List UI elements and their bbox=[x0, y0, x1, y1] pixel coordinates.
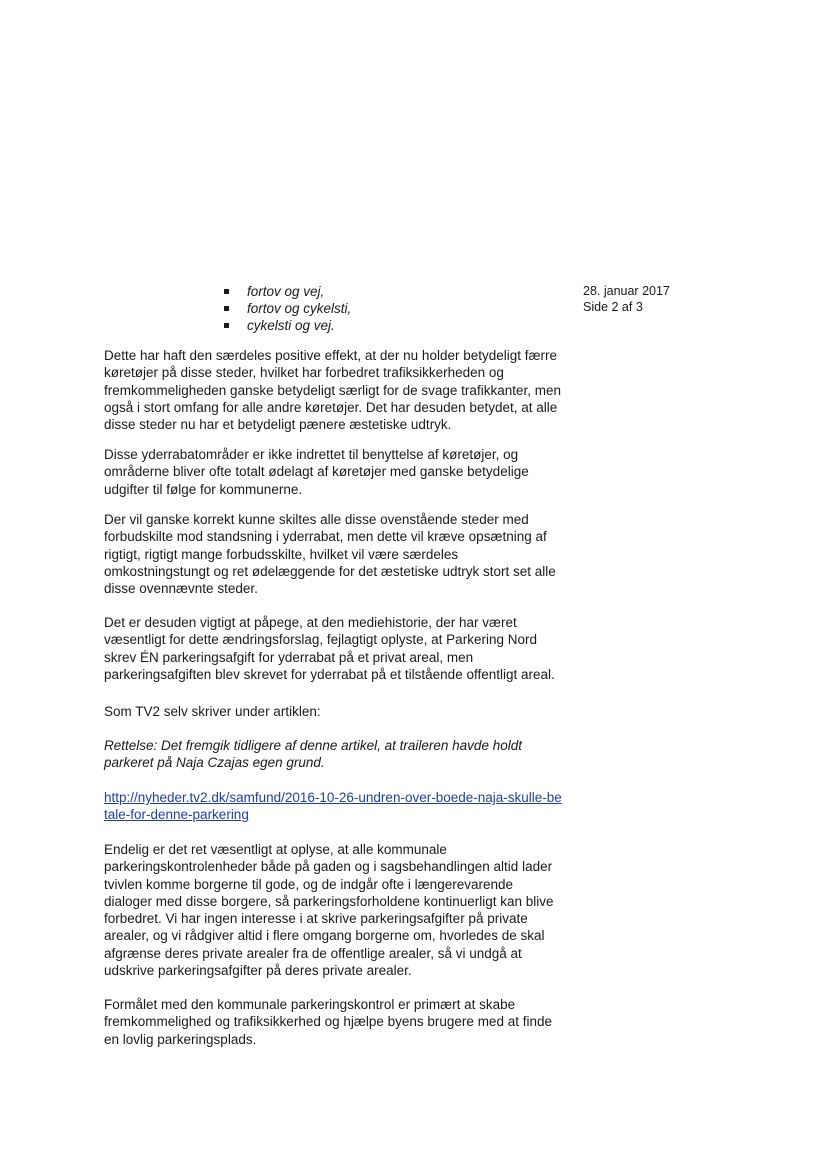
paragraph-units bbox=[104, 841, 562, 979]
paragraph-areas bbox=[104, 446, 562, 498]
article-link[interactable]: http://nyheder.tv2.dk/samfund/2016-10-26-undren-over-boede-naja-skulle-betale-for-denne-parkering bbox=[104, 790, 562, 823]
bullet-square-icon bbox=[224, 323, 229, 328]
list-item bbox=[222, 283, 351, 300]
list-item bbox=[222, 317, 351, 334]
paragraph-text: Formålet med den kommunale parkeringskontrol er primært at skabe fremkommelighed og trafiksikkerhed og hjælpe byens brugere med at finde en lovlig parkeringsplads. bbox=[104, 997, 552, 1047]
paragraph-media bbox=[104, 614, 562, 683]
paragraph-text: Disse yderrabatområder er ikke indrettet til benyttelse af køretøjer, og områderne bliver ofte totalt ødelagt af køretøjer med ganske betydelige udgifter til følge for kommunerne. bbox=[104, 447, 529, 497]
page-number: Side 2 af 3 bbox=[583, 300, 643, 314]
bullet-square-icon bbox=[224, 306, 229, 311]
paragraph-text: Rettelse: Det fremgik tidligere af denne artikel, at traileren havde holdt parkeret på Naja Czajas egen grund. bbox=[104, 738, 522, 771]
list-item-text: fortov og vej, bbox=[247, 284, 325, 299]
list-item-text: cykelsti og vej. bbox=[247, 318, 335, 333]
letter-meta bbox=[583, 283, 670, 315]
paragraph-text: Det er desuden vigtigt at påpege, at den mediehistorie, der har været væsentligt for dette ændringsforslag, fejlagtigt oplyste, at Parkering Nord skrev ÉN parkeringsafgift for yderrabat på et privat areal, men parkeringsafgiften blev skrevet for yderrabat på et tilstående offentligt areal. bbox=[104, 615, 555, 682]
paragraph-text: Endelig er det ret væsentligt at oplyse, at alle kommunale parkeringskontrolenheder både på gaden og i sagsbehandlingen altid lader tvivlen komme borgerne til gode, og de indgår ofte i længerevarende dialoger med disse borgere, så parkeringsforholdene kontinuerligt kan blive forbedret. Vi har ingen interesse i at skrive parkeringsafgifter på private arealer, og vi rådgiver altid i flere omgang borgerne om, hvorledes de skal afgrænse deres private arealer fra de offentlige arealer, så vi undgå at udskrive parkeringsafgifter på deres private arealer. bbox=[104, 842, 554, 979]
correction-quote bbox=[104, 737, 562, 772]
location-list bbox=[222, 283, 351, 334]
paragraph-text: Som TV2 selv skriver under artiklen: bbox=[104, 704, 321, 719]
paragraph-signs bbox=[104, 511, 562, 597]
bullet-square-icon bbox=[224, 289, 229, 294]
list-item-text: fortov og cykelsti, bbox=[247, 301, 352, 316]
paragraph-tv2-intro bbox=[104, 703, 562, 720]
paragraph-text: Dette har haft den særdeles positive effekt, at der nu holder betydeligt færre køretøjer på disse steder, hvilket har forbedret trafiksikkerheden og fremkommeligheden ganske betydeligt særligt for de svage trafikkanter, men også i stort omfang for alle andre køretøjer. Det har desuden betydet, at alle disse steder nu har et betydeligt pænere æstetiske udtryk. bbox=[104, 348, 561, 433]
paragraph-purpose bbox=[104, 996, 562, 1048]
letter-date: 28. januar 2017 bbox=[583, 284, 670, 298]
paragraph-text: Der vil ganske korrekt kunne skiltes alle disse ovenstående steder med forbudskilte mod standsning i yderrabat, men dette vil kræve opsætning af rigtigt, rigtigt mange forbudsskilte, hvilket vil være særdeles omkostningstungt og ret ødelæggende for det æstetiske udtryk stort set alle disse ovennævnte steder. bbox=[104, 512, 556, 597]
paragraph-effect bbox=[104, 347, 562, 433]
list-item bbox=[222, 300, 351, 317]
article-link-block bbox=[104, 789, 562, 824]
